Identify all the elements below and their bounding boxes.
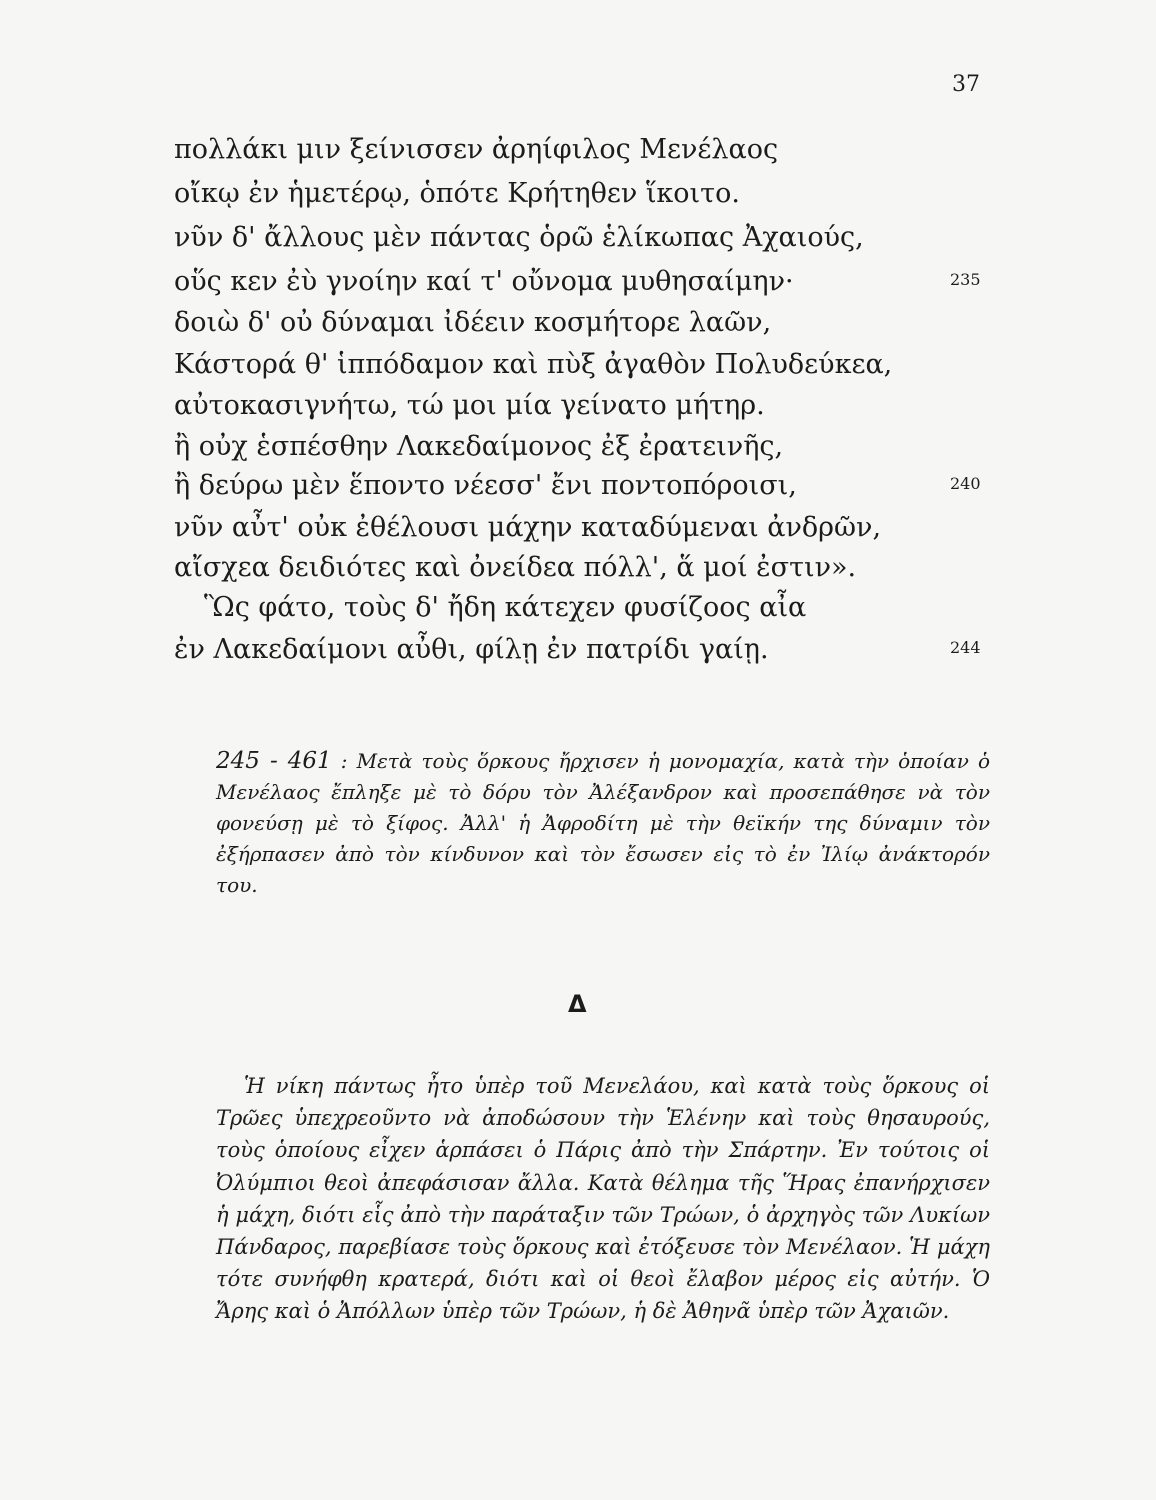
verse-text: νῦν δ' ἄλλους μὲν πάντας ὁρῶ ἑλίκωπας Ἀχαιούς, xyxy=(174,222,864,253)
verse-line xyxy=(0,343,1156,387)
verse-line xyxy=(0,128,1156,172)
verse-line xyxy=(0,172,1156,216)
verse-text: ἢ δεύρω μὲν ἕποντο νέεσσ' ἔνι ποντοπόροισι, xyxy=(174,470,797,501)
episode-summary xyxy=(216,746,990,901)
verse-line xyxy=(0,384,1156,428)
line-number: 244 xyxy=(950,638,981,657)
verse-line xyxy=(0,506,1156,550)
book-letter: Δ xyxy=(568,990,587,1018)
verse-line xyxy=(0,464,1156,508)
verse-text: ἐν Λακεδαίμονι αὖθι, φίλῃ ἐν πατρίδι γαίῃ. xyxy=(174,634,769,665)
summary-line-range: 245 - 461 xyxy=(216,748,332,774)
verse-text: πολλάκι μιν ξείνισσεν ἀρηίφιλος Μενέλαος xyxy=(174,134,779,165)
book-introduction: Ἡ νίκη πάντως ἦτο ὑπὲρ τοῦ Μενελάου, καὶ κατὰ τοὺς ὅρκους οἱ Τρῶες ὑπεχρεοῦντο νὰ ἀποδώσουν τὴν Ἑλένην καὶ τοὺς θησαυρούς, τοὺς ὁποίους εἶχεν ἁρπάσει ὁ Πάρις ἀπὸ τὴν Σπάρτην. Ἐν τούτοις οἱ Ὀλύμπιοι θεοὶ ἀπεφάσισαν ἄλλα. Κατὰ θέλημα τῆς Ἥρας ἐπανήρχισεν ἡ μάχη, διότι εἷς ἀπὸ τὴν παράταξιν τῶν Τρώων, ὁ ἀρχηγὸς τῶν Λυκίων Πάνδαρος, παρεβίασε τοὺς ὅρκους καὶ ἐτόξευσε τὸν Μενέλαον. Ἡ μάχη τότε συνήφθη κρατερά, διότι καὶ οἱ θεοὶ ἔλαβον μέρος εἰς αὐτήν. Ὁ Ἄρης καὶ ὁ Ἀπόλλων ὑπὲρ τῶν Τρώων, ἡ δὲ Ἀθηνᾶ ὑπὲρ τῶν Ἀχαιῶν. xyxy=(216,1074,990,1324)
verse-text: αἴσχεα δειδιότες καὶ ὀνείδεα πόλλ', ἅ μοί ἐστιν». xyxy=(174,552,857,583)
verse-text: οὕς κεν ἐὺ γνοίην καί τ' οὔνομα μυθησαίμην· xyxy=(174,266,794,297)
verse-line xyxy=(0,628,1156,672)
verse-text: αὐτοκασιγνήτω, τώ μοι μία γείνατο μήτηρ. xyxy=(174,390,765,421)
verse-line xyxy=(0,586,1156,630)
verse-line xyxy=(0,301,1156,345)
verse-line xyxy=(0,425,1156,469)
verse-text: νῦν αὖτ' οὐκ ἐθέλουσι μάχην καταδύμεναι ἀνδρῶν, xyxy=(174,512,882,543)
verse-text: Κάστορά θ' ἱππόδαμον καὶ πὺξ ἀγαθὸν Πολυδεύκεα, xyxy=(174,349,893,380)
line-number: 240 xyxy=(950,474,981,493)
verse-text: ἢ οὐχ ἑσπέσθην Λακεδαίμονος ἐξ ἐρατεινῆς, xyxy=(174,431,784,462)
verse-text: Ὣς φάτο, τοὺς δ' ἤδη κάτεχεν φυσίζοος αἶα xyxy=(204,592,807,623)
verse-text: οἴκῳ ἐν ἡμετέρῳ, ὁπότε Κρήτηθεν ἵκοιτο. xyxy=(174,178,740,209)
verse-line xyxy=(0,260,1156,304)
verse-text: δοιὼ δ' οὐ δύναμαι ἰδέειν κοσμήτορε λαῶν, xyxy=(174,307,772,338)
line-number: 235 xyxy=(950,270,981,289)
summary-text: : Μετὰ τοὺς ὅρκους ἤρχισεν ἡ μονομαχία, κατὰ τὴν ὁποίαν ὁ Μενέλαος ἔπληξε μὲ τὸ δόρυ τὸν Ἀλέξανδρον καὶ προσεπάθησε νὰ τὸν φονεύσῃ μὲ τὸ ξίφος. Ἀλλ' ἡ Ἀφροδίτη μὲ τὴν θεϊκήν της δύναμιν τὸν ἐξήρπασεν ἀπὸ τὸν κίνδυνον καὶ τὸν ἔσωσεν εἰς τὸ ἐν Ἰλίῳ ἀνάκτορόν του. xyxy=(216,749,990,897)
verse-line xyxy=(0,216,1156,260)
page-number: 37 xyxy=(952,72,980,97)
verse-line xyxy=(0,546,1156,590)
